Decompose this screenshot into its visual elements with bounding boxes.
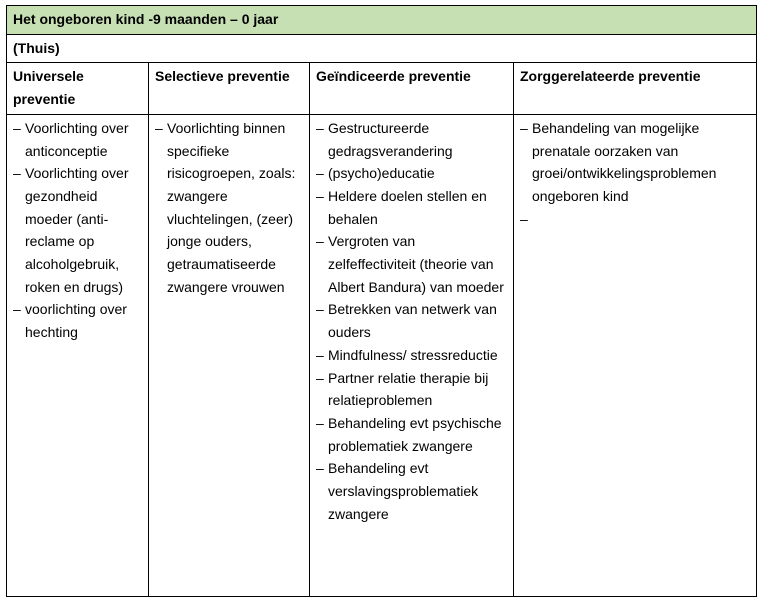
list-item-text: (psycho)educatie: [328, 165, 435, 182]
column-body-geindiceerde: [310, 114, 514, 596]
list-item-text: Voorlichting over gezondheid moeder (anti-reclame op alcoholgebruik, roken en drugs): [25, 165, 129, 295]
list-item-text: Voorlichting binnen specifieke risicogroepen, zoals: zwangere vluchtelingen, (zeer) jonge ouders, getraumatiseerde zwangere vrouwen: [167, 119, 296, 295]
dash-bullet: –: [520, 210, 528, 227]
dash-bullet: –: [316, 233, 324, 250]
subtitle-row: [7, 34, 757, 63]
dash-bullet: –: [316, 414, 324, 431]
list-item-text: Voorlichting over anticonceptie: [25, 119, 129, 159]
list-item: [13, 117, 141, 162]
prevention-table-container: [6, 5, 756, 597]
list-item-text: Behandeling evt verslavingsproblematiek zwangere: [328, 460, 479, 522]
prevention-table: [6, 5, 757, 597]
list-item: [316, 412, 506, 457]
dash-bullet: –: [316, 119, 324, 136]
list-item-text: Partner relatie therapie bij relatieproblemen: [328, 369, 489, 409]
title-row: [7, 6, 757, 35]
list-item: [13, 162, 141, 298]
dash-bullet: –: [316, 346, 324, 363]
list-item-text: Vergroten van zelfeffectiviteit (theorie van Albert Bandura) van moeder: [328, 233, 504, 295]
column-header-selectieve: Selectieve preventie: [149, 63, 310, 114]
list-item: [316, 344, 506, 367]
dash-bullet: –: [316, 165, 324, 182]
column-body-zorggerelateerde: [514, 114, 757, 596]
list-item: [316, 457, 506, 525]
dash-bullet: –: [520, 119, 528, 136]
dash-bullet: –: [316, 187, 324, 204]
list-item: [316, 162, 506, 185]
list-item-text: Betrekken van netwerk van ouders: [328, 301, 497, 341]
list-item: [316, 367, 506, 412]
list-item-text: voorlichting over hechting: [25, 301, 127, 341]
column-header-geindiceerde: Geïndiceerde preventie: [310, 63, 514, 114]
selectieve-list: [155, 117, 302, 299]
dash-bullet: –: [13, 119, 21, 136]
list-item: [520, 117, 749, 208]
list-item-text: Behandeling evt psychische problematiek zwangere: [328, 414, 502, 454]
column-header-zorggerelateerde: Zorggerelateerde preventie: [514, 63, 757, 114]
geindiceerde-list: [316, 117, 506, 526]
zorggerelateerde-list: [520, 117, 749, 227]
list-item: [316, 230, 506, 298]
list-item: [155, 117, 302, 299]
column-header-universele: Universele preventie: [7, 63, 149, 114]
list-item: [316, 185, 506, 230]
list-item-text: Heldere doelen stellen en behalen: [328, 187, 487, 227]
dash-bullet: –: [316, 460, 324, 477]
universele-list: [13, 117, 141, 344]
list-item-text: Gestructureerde gedragsverandering: [328, 119, 453, 159]
body-row: [7, 114, 757, 596]
dash-bullet: –: [316, 369, 324, 386]
column-body-universele: [7, 114, 149, 596]
header-row: [7, 63, 757, 114]
table-subtitle: (Thuis): [7, 34, 757, 63]
list-item-text: Behandeling van mogelijke prenatale oorzaken van groei/ontwikkelingsproblemen ongeboren kind: [532, 119, 717, 204]
list-item: [316, 298, 506, 343]
list-item: [13, 298, 141, 343]
list-item: [316, 117, 506, 162]
list-item-text: Mindfulness/ stressreductie: [328, 346, 498, 363]
table-title: Het ongeboren kind -9 maanden – 0 jaar: [7, 6, 757, 35]
column-body-selectieve: [149, 114, 310, 596]
dash-bullet: –: [316, 301, 324, 318]
dash-bullet: –: [155, 119, 163, 136]
dash-bullet: –: [13, 301, 21, 318]
dash-bullet: –: [13, 165, 21, 182]
